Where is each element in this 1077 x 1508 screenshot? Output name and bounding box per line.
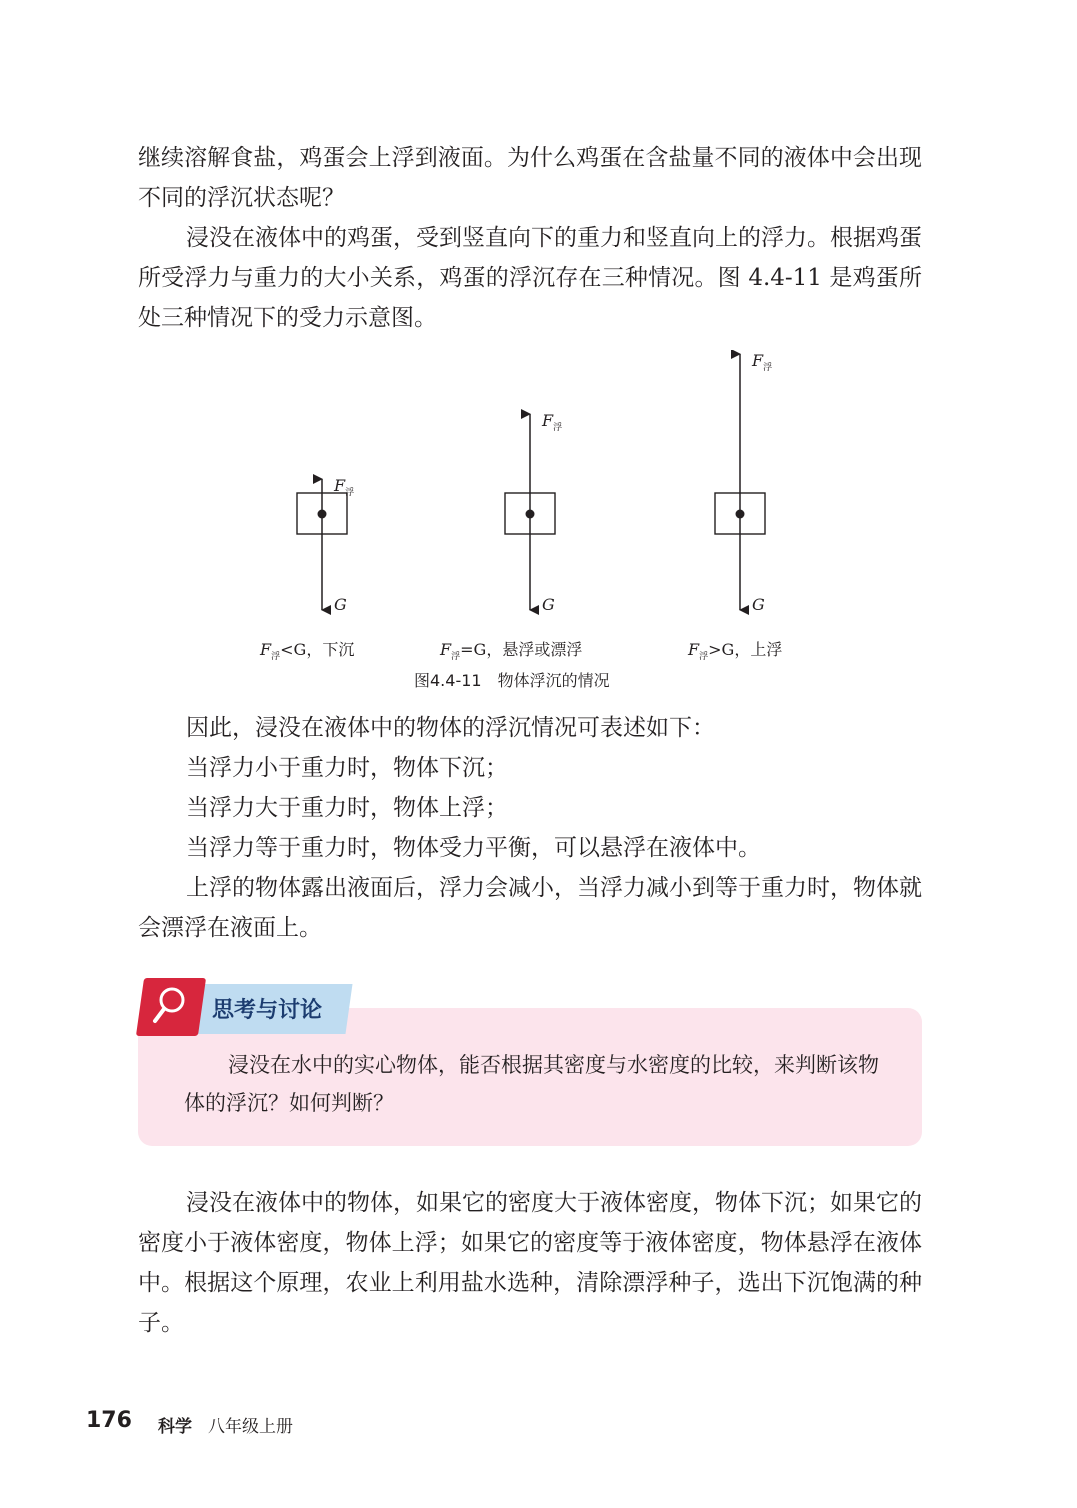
gravity-label: G (334, 595, 347, 614)
magnifier-icon (150, 984, 190, 1028)
think-discuss-box (138, 978, 922, 1148)
caption-rise: $F_浮>G$，上浮 (688, 640, 783, 663)
paragraph-summary: 因此，浸没在液体中的物体的浮沉情况可表述如下： (186, 715, 715, 741)
paragraph-density: 浸没在液体中的物体，如果它的密度大于液体密度，物体下沉；如果它的密度小于液体密度，物体上浮；如果它的密度等于液体密度，物体悬浮在液体中。根据这个原理，农业上利用盐水选种，清除漂浮种子，选出下沉饱满的种子。 (138, 1190, 922, 1336)
think-question: 浸没在水中的实心物体，能否根据其密度与水密度的比较，来判断该物体的浮沉？如何判断？ (184, 1053, 879, 1115)
center-of-mass-dot (318, 510, 327, 519)
caption-suspend: $F_浮=G$，悬浮或漂浮 (440, 640, 583, 663)
paragraph-float: 上浮的物体露出液面后，浮力会减小，当浮力减小到等于重力时，物体就会漂浮在液面上。 (138, 875, 922, 941)
buoyancy-label: $F_浮$ (334, 476, 355, 498)
buoyancy-label: $F_浮$ (752, 351, 773, 373)
figure-title: 图4.4-11 物体浮沉的情况 (414, 671, 610, 690)
rule-rise: 当浮力大于重力时，物体上浮； (186, 795, 508, 821)
buoyancy-label: $F_浮$ (542, 411, 563, 433)
paragraph-forces: 浸没在液体中的鸡蛋，受到竖直向下的重力和竖直向上的浮力。根据鸡蛋所受浮力与重力的大小关系，鸡蛋的浮沉存在三种情况。图 4.4-11 是鸡蛋所处三种情况下的受力示意图。 (138, 225, 922, 331)
gravity-label: G (752, 595, 765, 614)
book-subject: 科学 (158, 1417, 192, 1437)
think-label: 思考与讨论 (212, 998, 323, 1023)
force-diagram-figure (240, 350, 840, 700)
force-diagram (240, 350, 840, 650)
page-number: 176 (86, 1408, 132, 1433)
rule-suspend: 当浮力等于重力时，物体受力平衡，可以悬浮在液体中。 (186, 835, 761, 861)
center-of-mass-dot (736, 510, 745, 519)
center-of-mass-dot (526, 510, 535, 519)
caption-sink: $F_浮<G$，下沉 (260, 640, 355, 663)
rule-sink: 当浮力小于重力时，物体下沉； (186, 755, 508, 781)
paragraph-intro: 继续溶解食盐，鸡蛋会上浮到液面。为什么鸡蛋在含盐量不同的液体中会出现不同的浮沉状态呢？ (138, 145, 922, 211)
book-grade: 八年级上册 (208, 1417, 293, 1437)
gravity-label: G (542, 595, 555, 614)
